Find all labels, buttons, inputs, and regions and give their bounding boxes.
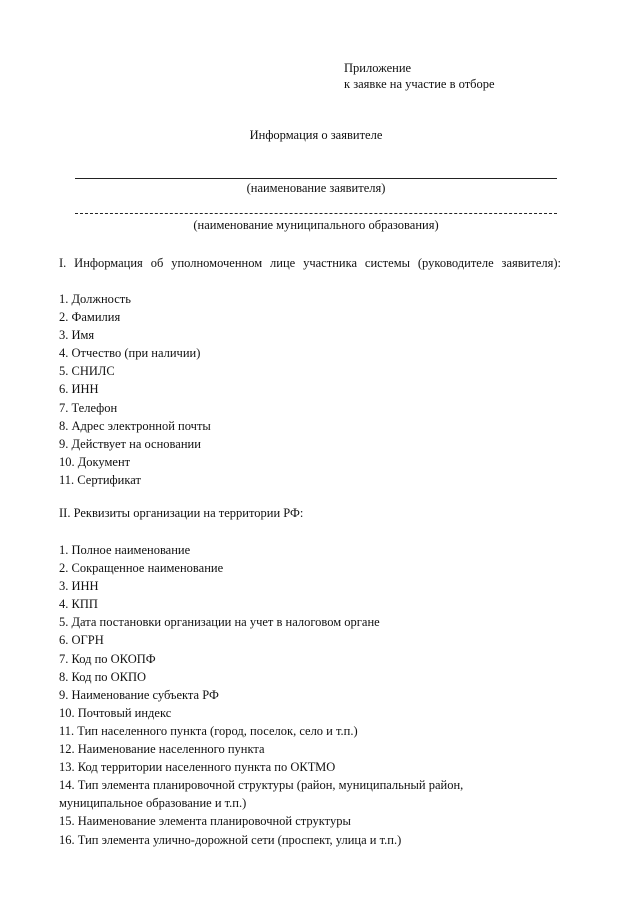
list-item: 8. Код по ОКПО — [59, 669, 147, 684]
list-item: 10. Документ — [59, 454, 131, 469]
appendix-line-2: к заявке на участие в отборе — [344, 77, 495, 91]
list-item: 2. Фамилия — [59, 310, 121, 325]
list-item: 13. Код территории населенного пункта по ОКТМО — [59, 760, 336, 775]
appendix-line-1: Приложение — [344, 61, 412, 75]
list-item: 6. ОГРН — [59, 633, 104, 648]
list-item: 15. Наименование элемента планировочной структуры — [59, 814, 351, 829]
document-title: Информация о заявителе — [249, 128, 383, 142]
list-item: 1. Должность — [59, 292, 131, 306]
list-item: 2. Сокращенное наименование — [59, 561, 224, 576]
list-item: 4. КПП — [59, 597, 98, 612]
appendix-note — [344, 60, 495, 92]
list-item: 9. Действует на основании — [59, 436, 201, 451]
section-2-list — [59, 541, 539, 849]
list-item: 1. Полное наименование — [59, 543, 191, 557]
section-1-list — [59, 290, 211, 489]
list-item: 3. Имя — [59, 328, 95, 343]
list-item: 4. Отчество (при наличии) — [59, 346, 201, 361]
list-item: 11. Сертификат — [59, 472, 141, 487]
section-1-heading: I. Информация об уполномоченном лице участника системы (руководителе заявителя): — [59, 256, 561, 270]
list-item: 12. Наименование населенного пункта — [59, 742, 265, 757]
list-item: 7. Код по ОКОПФ — [59, 651, 156, 666]
municipality-name-line — [75, 213, 557, 214]
list-item: 11. Тип населенного пункта (город, поселок, село и т.п.) — [59, 723, 358, 738]
list-item: 7. Телефон — [59, 400, 118, 415]
list-item: 5. СНИЛС — [59, 364, 115, 379]
list-item: 5. Дата постановки организации на учет в налоговом органе — [59, 615, 380, 630]
list-item: 14. Тип элемента планировочной структуры (район, муниципальный район, муниципальное образование и т.п.) — [59, 778, 464, 811]
list-item: 3. ИНН — [59, 579, 99, 594]
list-item: 10. Почтовый индекс — [59, 705, 172, 720]
applicant-name-line — [75, 178, 557, 179]
municipality-name-caption: (наименование муниципального образования) — [193, 218, 439, 232]
list-item: 6. ИНН — [59, 382, 99, 397]
section-2-heading: II. Реквизиты организации на территории РФ: — [59, 506, 304, 520]
list-item: 9. Наименование субъекта РФ — [59, 687, 219, 702]
applicant-name-caption: (наименование заявителя) — [246, 181, 386, 195]
list-item: 16. Тип элемента улично-дорожной сети (проспект, улица и т.п.) — [59, 832, 402, 847]
list-item: 8. Адрес электронной почты — [59, 418, 211, 433]
